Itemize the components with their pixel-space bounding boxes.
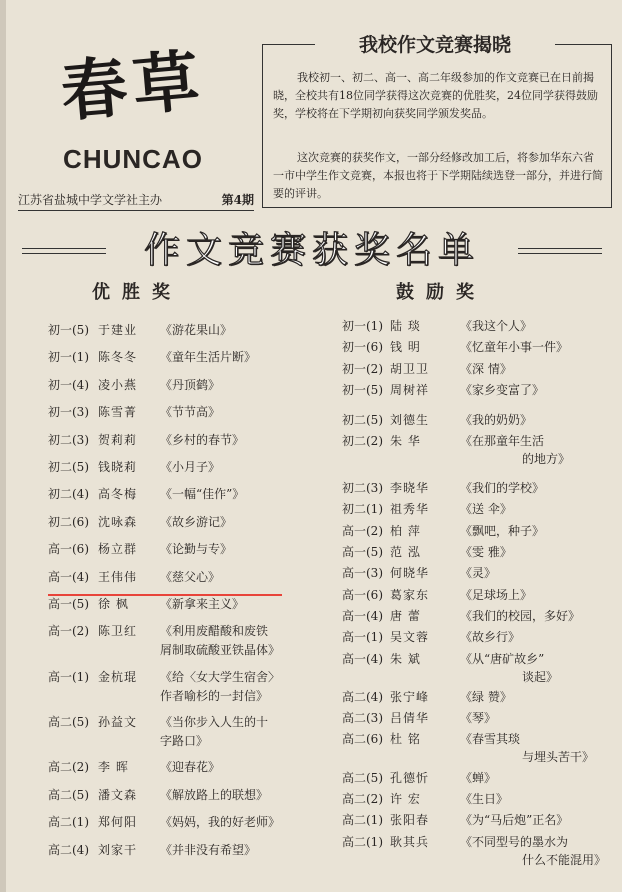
student-name: 沈咏森 <box>98 514 138 529</box>
essay-title: 《深 情》 <box>460 361 512 376</box>
class-label: 初二(4) <box>48 487 89 502</box>
masthead <box>38 40 228 180</box>
class-label: 初二(5) <box>342 412 383 427</box>
award-entry <box>48 619 310 659</box>
class-label: 高二(1) <box>342 813 383 828</box>
class-label: 高二(5) <box>342 770 383 785</box>
student-name: 金杭琨 <box>98 669 138 684</box>
class-label: 高一(4) <box>342 608 383 623</box>
student-name: 朱 斌 <box>390 651 421 666</box>
student-name: 刘德生 <box>390 412 430 427</box>
student-name: 唐 蕾 <box>390 608 421 623</box>
essay-title: 《绿 赞》 <box>460 689 512 704</box>
class-label: 高二(1) <box>48 815 89 830</box>
masthead-roman: CHUNCAO <box>63 144 203 174</box>
award-entry <box>48 400 310 422</box>
class-label: 高一(5) <box>342 545 383 560</box>
student-name: 贺莉莉 <box>98 432 138 447</box>
class-label: 初二(1) <box>342 502 383 517</box>
class-label: 高一(4) <box>342 651 383 666</box>
award-entry <box>342 316 610 335</box>
award-entry <box>342 499 610 518</box>
award-entry <box>48 537 310 559</box>
essay-title: 《我的奶奶》 <box>460 412 533 427</box>
award-entry <box>342 789 610 808</box>
award-entry <box>342 832 610 868</box>
student-name: 孔德忻 <box>390 770 430 785</box>
student-name: 周树祥 <box>390 382 430 397</box>
award-entry <box>342 810 610 829</box>
student-name: 郑何阳 <box>98 815 138 830</box>
class-label: 高一(2) <box>48 624 89 639</box>
sponsor-name: 江苏省盐城中学文学社主办 <box>18 193 163 207</box>
essay-title: 《新拿来主义》 <box>160 596 245 611</box>
student-name: 吴文蓉 <box>390 630 430 645</box>
award-entry <box>342 478 610 497</box>
excellence-list <box>48 318 310 865</box>
student-name: 张阳春 <box>390 813 430 828</box>
student-name: 李 晖 <box>98 760 129 775</box>
sponsor-line <box>18 190 254 211</box>
class-label: 高一(1) <box>48 669 89 684</box>
essay-title: 《故乡游记》 <box>160 514 233 529</box>
essay-title: 《飘吧，种子》 <box>460 523 545 538</box>
award-entry <box>342 359 610 378</box>
essay-title: 《当你步入人生的十 <box>160 715 269 730</box>
award-entry <box>48 755 310 777</box>
student-name: 徐 枫 <box>98 596 129 611</box>
essay-title: 《童年生活片断》 <box>160 350 257 365</box>
issue-number: 第4期 <box>221 193 254 207</box>
essay-title: 《故乡行》 <box>460 630 521 645</box>
award-entry <box>48 665 310 705</box>
class-label: 高一(1) <box>342 630 383 645</box>
essay-title: 《不同型号的墨水为 <box>460 834 569 849</box>
essay-title: 《慈父心》 <box>160 569 221 584</box>
essay-title: 《蝉》 <box>460 770 497 785</box>
student-name: 陈卫红 <box>98 624 138 639</box>
essay-title: 《一幅“佳作”》 <box>160 487 245 502</box>
essay-title-continued: 的地方》 <box>522 452 571 467</box>
student-name: 祖秀华 <box>390 502 430 517</box>
student-name: 杜 铭 <box>390 732 421 747</box>
essay-title: 《为“马后炮”正名》 <box>460 813 569 828</box>
class-label: 高一(4) <box>48 569 89 584</box>
essay-title: 《给〈女大学生宿舍〉 <box>160 669 281 684</box>
class-label: 高一(3) <box>342 566 383 581</box>
student-name: 柏 萍 <box>390 523 421 538</box>
banner-title: 作文竞赛获奖名单 <box>143 230 480 271</box>
essay-title: 《足球场上》 <box>460 587 533 602</box>
award-entry <box>342 380 610 399</box>
excellence-heading: 优胜奖 <box>92 282 182 303</box>
student-name: 吕倩华 <box>390 711 430 726</box>
award-entry <box>48 783 310 805</box>
notice-title: 我校作文竞赛揭晓 <box>315 31 555 59</box>
essay-title: 《节节高》 <box>160 405 221 420</box>
essay-title: 《家乡变富了》 <box>460 382 545 397</box>
class-label: 初二(3) <box>342 481 383 496</box>
student-name: 潘文森 <box>98 787 138 802</box>
award-entry <box>342 542 610 561</box>
essay-title: 《迎春花》 <box>160 760 221 775</box>
masthead-title: 春草 <box>57 40 209 132</box>
student-name: 钱 明 <box>390 340 421 355</box>
class-label: 高二(1) <box>342 834 383 849</box>
student-name: 许 宏 <box>390 792 421 807</box>
student-name: 胡卫卫 <box>390 361 430 376</box>
notice-box <box>262 34 612 208</box>
essay-title: 《我们的校园，多好》 <box>460 608 581 623</box>
award-entry <box>342 649 610 685</box>
class-label: 高一(6) <box>342 587 383 602</box>
essay-title: 《乡村的春节》 <box>160 432 245 447</box>
essay-title: 《送 伞》 <box>460 502 512 517</box>
class-label: 高二(3) <box>342 711 383 726</box>
essay-title-continued: 屑制取硫酸亚铁晶体》 <box>160 643 281 658</box>
award-entry <box>342 563 610 582</box>
essay-title: 《我这个人》 <box>460 319 533 333</box>
class-label: 高二(4) <box>342 689 383 704</box>
student-name: 陆 琰 <box>390 319 421 333</box>
class-label: 初一(4) <box>48 377 89 392</box>
essay-title-continued: 什么不能混用》 <box>522 852 607 867</box>
award-entry <box>342 585 610 604</box>
student-name: 范 泓 <box>390 545 421 560</box>
class-label: 高二(2) <box>48 760 89 775</box>
essay-title-continued: 与埋头苦干》 <box>522 750 595 765</box>
essay-title: 《在那童年生活 <box>460 434 545 449</box>
essay-title-continued: 谈起》 <box>522 669 559 684</box>
award-entry <box>48 345 310 367</box>
essay-title: 《从“唐矿故乡” <box>460 651 545 666</box>
award-banner <box>22 222 602 280</box>
class-label: 高一(2) <box>342 523 383 538</box>
student-name: 何晓华 <box>390 566 430 581</box>
student-name: 张宁峰 <box>390 689 430 704</box>
essay-title: 《并非没有希望》 <box>160 842 257 857</box>
award-entry <box>342 606 610 625</box>
student-name: 于建业 <box>98 323 138 337</box>
award-entry <box>48 510 310 532</box>
student-name: 陈冬冬 <box>98 350 138 365</box>
award-entry <box>48 373 310 395</box>
award-entry <box>342 729 610 765</box>
award-entry <box>48 455 310 477</box>
class-label: 初二(2) <box>342 434 383 449</box>
class-label: 初二(5) <box>48 459 89 474</box>
essay-title: 《生日》 <box>460 792 509 807</box>
encouragement-list <box>342 316 610 870</box>
award-entry <box>48 428 310 450</box>
student-name: 刘家干 <box>98 842 138 857</box>
award-entry <box>48 710 310 750</box>
class-label: 高一(6) <box>48 542 89 557</box>
essay-title: 《游花果山》 <box>160 323 233 337</box>
award-entry <box>48 565 310 587</box>
essay-title: 《琴》 <box>460 711 497 726</box>
banner-rule-left <box>22 248 106 254</box>
class-label: 初一(1) <box>48 350 89 365</box>
notice-paragraph: 我校初一、初二、高一、高二年级参加的作文竞赛已在日前揭晓，全校共有18位同学获得这次竞赛的优胜奖，24位同学获得鼓励奖，学校将在下学期初向获奖同学颁发奖品。 <box>273 71 598 120</box>
class-label: 初二(3) <box>48 432 89 447</box>
essay-title: 《雯 雅》 <box>460 545 512 560</box>
student-name: 陈雪菁 <box>98 405 138 420</box>
essay-title: 《丹顶鹤》 <box>160 377 221 392</box>
award-entry <box>342 708 610 727</box>
class-label: 高二(2) <box>342 792 383 807</box>
class-label: 初一(5) <box>342 382 383 397</box>
award-entry <box>342 521 610 540</box>
award-entry <box>342 768 610 787</box>
essay-title-continued: 字路口》 <box>160 734 209 749</box>
student-name: 朱 华 <box>390 434 421 449</box>
class-label: 初一(1) <box>342 319 383 333</box>
student-name: 钱晓莉 <box>98 459 138 474</box>
class-label: 初二(6) <box>48 514 89 529</box>
class-label: 初一(6) <box>342 340 383 355</box>
essay-title: 《小月子》 <box>160 459 221 474</box>
award-entry <box>342 337 610 356</box>
essay-title: 《解放路上的联想》 <box>160 787 269 802</box>
award-entry <box>342 687 610 706</box>
class-label: 初一(2) <box>342 361 383 376</box>
student-name: 葛家东 <box>390 587 430 602</box>
essay-title: 《灵》 <box>460 566 497 581</box>
essay-title: 《忆童年小事一件》 <box>460 340 569 355</box>
essay-title: 《利用废醋酸和废铁 <box>160 624 269 639</box>
award-entry <box>342 627 610 646</box>
award-entry <box>48 810 310 832</box>
class-label: 高二(5) <box>48 715 89 730</box>
class-label: 高二(4) <box>48 842 89 857</box>
class-label: 初一(5) <box>48 323 89 337</box>
student-name: 孙益文 <box>98 715 138 730</box>
award-entry <box>342 410 610 429</box>
notice-paragraph: 这次竞赛的获奖作文，一部分经修改加工后，将参加华东六省一市中学生作文竞赛，本报也将于下学期陆续选登一部分，并进行简要的评讲。 <box>273 151 603 200</box>
encouragement-heading: 鼓励奖 <box>396 282 486 303</box>
banner-rule-right <box>518 248 602 254</box>
class-label: 初一(3) <box>48 405 89 420</box>
student-name: 李晓华 <box>390 481 430 496</box>
essay-title: 《我们的学校》 <box>460 481 545 496</box>
red-underline <box>48 594 282 596</box>
class-label: 高二(5) <box>48 787 89 802</box>
student-name: 杨立群 <box>98 542 138 557</box>
award-entry <box>48 482 310 504</box>
essay-title: 《论勤与专》 <box>160 542 233 557</box>
class-label: 高二(6) <box>342 732 383 747</box>
student-name: 凌小燕 <box>98 377 138 392</box>
student-name: 耿其兵 <box>390 834 430 849</box>
essay-title-continued: 作者喻杉的一封信》 <box>160 688 269 703</box>
award-entry <box>48 838 310 860</box>
award-entry <box>342 431 610 467</box>
student-name: 王伟伟 <box>98 569 138 584</box>
student-name: 高冬梅 <box>98 487 138 502</box>
essay-title: 《妈妈，我的好老师》 <box>160 815 281 830</box>
essay-title: 《春雪其琰 <box>460 732 521 747</box>
class-label: 高一(5) <box>48 596 89 611</box>
award-entry <box>48 318 310 340</box>
